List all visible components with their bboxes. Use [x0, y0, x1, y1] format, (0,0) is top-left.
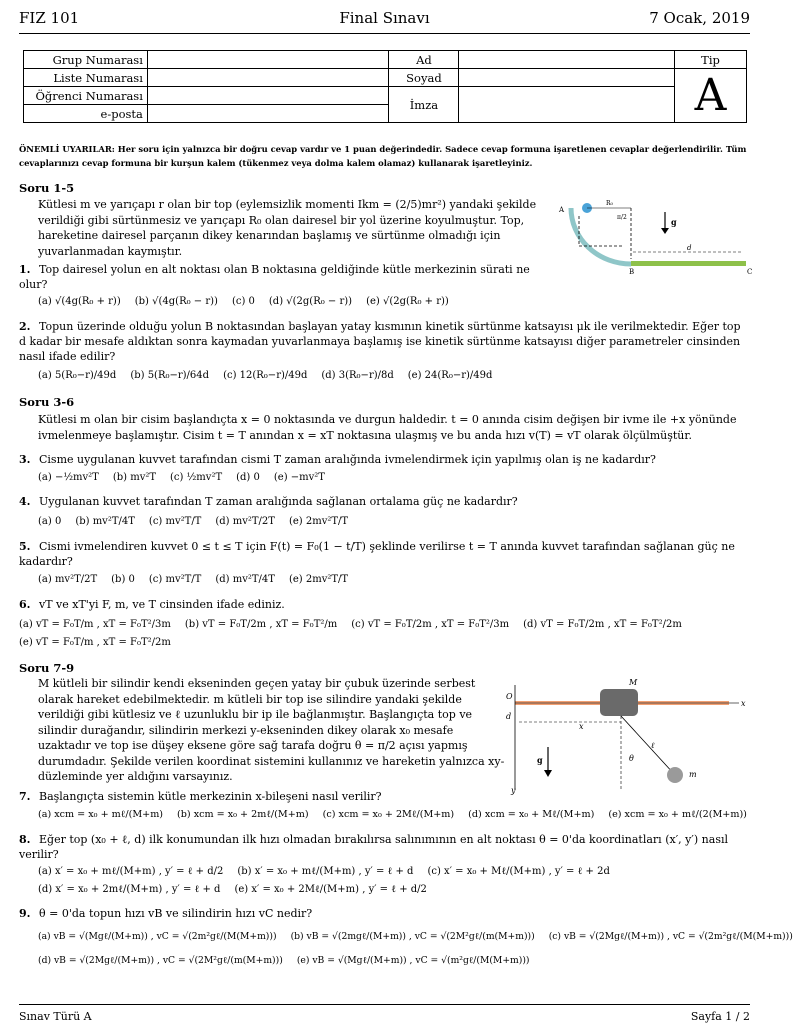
option-b[interactable]: (b) x′ = x₀ + mℓ/(M+m) , y′ = ℓ + d [237, 866, 414, 877]
fig1-label-a: A [559, 206, 565, 214]
option-b[interactable]: (b) vT = F₀T/2m , xT = F₀T²/m [184, 619, 338, 630]
track-figure [551, 194, 751, 276]
question-4 [19, 494, 750, 509]
name-field[interactable] [459, 51, 675, 69]
option-a[interactable]: (a) 0 [38, 516, 62, 527]
option-e[interactable]: (e) 2mv²T/T [288, 574, 349, 585]
name-label: Ad [389, 51, 459, 69]
fig2-label-y: y [511, 786, 516, 795]
option-a[interactable]: (a) mv²T/2T [38, 574, 98, 585]
option-b[interactable]: (b) √(4g(R₀ − r)) [134, 296, 218, 307]
option-a[interactable]: (a) vB = √(Mgℓ/(M+m)) , vC = √(2m²gℓ/(M(M+m))) [38, 931, 277, 942]
footer-rule [19, 1004, 750, 1005]
option-e[interactable]: (e) −mv²T [273, 472, 325, 483]
question-2 [19, 319, 750, 364]
question-1 [19, 262, 539, 292]
option-d[interactable]: (d) 0 [236, 472, 260, 483]
option-a[interactable]: (a) xcm = x₀ + mℓ/(M+m) [38, 809, 164, 820]
list-field[interactable] [147, 69, 389, 87]
option-b[interactable]: (b) vB = √(2mgℓ/(M+m)) , vC = √(2M²gℓ/(m(M+m))) [290, 931, 535, 942]
pendulum-figure [503, 675, 750, 795]
fig2-label-g: g [537, 755, 543, 765]
question-number: 5. [19, 540, 31, 553]
option-a[interactable]: (a) x′ = x₀ + mℓ/(M+m) , y′ = ℓ + d/2 [38, 866, 224, 877]
option-d[interactable]: (d) x′ = x₀ + 2mℓ/(M+m) , y′ = ℓ + d [38, 884, 221, 895]
surname-field[interactable] [459, 69, 675, 87]
fig1-label-c: C [747, 268, 753, 276]
question-3 [19, 452, 750, 467]
option-d[interactable]: (d) xcm = x₀ + Mℓ/(M+m) [468, 809, 595, 820]
horizontal-track [631, 261, 746, 266]
option-e[interactable]: (e) 2mv²T/T [288, 516, 349, 527]
option-e[interactable]: (e) vB = √(Mgℓ/(M+m)) , vC = √(m²gℓ/(M(M+m))) [296, 955, 530, 966]
fig1-label-g: g [671, 217, 677, 227]
email-field[interactable] [147, 105, 389, 123]
option-b[interactable]: (b) mv²T [112, 472, 157, 483]
option-d[interactable]: (d) mv²T/4T [215, 574, 275, 585]
question-7 [19, 789, 750, 804]
question-number: 4. [19, 495, 31, 508]
course-code: FIZ 101 [19, 9, 80, 27]
student-number-label: Öğrenci Numarası [24, 87, 148, 105]
question-text: Top dairesel yolun en alt noktası olan B noktasına geldiğinde kütle merkezinin sürati ne olur? [19, 263, 530, 291]
gravity-arrow-icon [544, 770, 552, 777]
question-text: Uygulanan kuvvet tarafından T zaman aralığında sağlanan ortalama güç ne kadardır? [39, 495, 518, 508]
page-footer [19, 1010, 750, 1023]
question-text: Eğer top (x₀ + ℓ, d) ilk konumundan ilk hızı olmadan bırakılırsa salınımının en alt noktası θ = 0'da koordinatları (x′, y′) nasıl verilir? [19, 833, 729, 861]
question-text: Cisme uygulanan kuvvet tarafından cismi T zaman aralığında ivmelendirmek için yapılmış olan iş ne kadardır? [39, 453, 656, 466]
q6-options-row2 [19, 635, 185, 651]
fig1-label-d: d [687, 244, 692, 252]
page-number: Sayfa 1 / 2 [690, 1010, 750, 1023]
option-e[interactable]: (e) vT = F₀T/m , xT = F₀T²/2m [19, 637, 171, 648]
signature-field[interactable] [459, 87, 675, 123]
header-rule [19, 33, 750, 34]
exam-title: Final Sınavı [339, 9, 430, 27]
email-label: e-posta [24, 105, 148, 123]
fig2-label-d: d [506, 712, 512, 721]
section-title-7-9: Soru 7-9 [19, 661, 75, 675]
option-e[interactable]: (e) x′ = x₀ + 2Mℓ/(M+m) , y′ = ℓ + d/2 [234, 884, 427, 895]
exam-type: A [675, 69, 747, 123]
section-3-intro: M kütleli bir silindir kendi ekseninden geçen yatay bir çubuk üzerinde serbest olarak hareket edebilmektedir. m kütleli bir top ise silindire yandaki şekilde verildiği gibi kütlesiz ve ℓ uzunluklu bir ip ile bağlanmıştır. Başlangıçta top ve silindir durağandır, silindirin merkezi y-ekseninden dikey olarak x₀ mesafe uzaktadır ve top ise düşey eksene göre sağ tarafa doğru θ = π/2 açısı yapmış durumdadır. Şekilde verilen koordinat sistemini kullanınız ve hareketin yalnızca xy-düzleminde yer aldığını varsayınız. [38, 677, 505, 783]
option-c[interactable]: (c) xcm = x₀ + 2Mℓ/(M+m) [322, 809, 455, 820]
question-text: vT ve xT'yi F, m, ve T cinsinden ifade ediniz. [39, 598, 285, 611]
question-text: Cismi ivmelendiren kuvvet 0 ≤ t ≤ T için F(t) = F₀(1 − t/T) şeklinde verilirse t = T anında kuvvet tarafından sağlanan güç ne kadardır? [19, 540, 735, 568]
fig2-label-l: ℓ [651, 741, 655, 750]
question-9 [19, 906, 750, 921]
student-info-table [23, 50, 747, 123]
fig2-label-m: m [689, 770, 697, 779]
option-d[interactable]: (d) √(2g(R₀ − r)) [268, 296, 353, 307]
question-number: 1. [19, 263, 31, 276]
question-number: 2. [19, 320, 31, 333]
pendulum-ball [667, 767, 683, 783]
option-d[interactable]: (d) vT = F₀T/2m , xT = F₀T²/2m [523, 619, 682, 630]
exam-date: 7 Ocak, 2019 [649, 9, 750, 27]
question-number: 9. [19, 907, 31, 920]
question-number: 7. [19, 790, 31, 803]
question-6 [19, 597, 750, 612]
q6-options-row1 [19, 617, 696, 633]
question-text: Topun üzerinde olduğu yolun B noktasından başlayan yatay kısmının kinetik sürtünme katsayısı μk ile verilmektedir. Eğer top d kadar bir mesafe aldıktan sonra kaymadan yuvarlanmaya başlamış ise kinetik sürtünme katsayısı diğer parametreler cinsinden nasıl ifade edilir? [19, 320, 741, 363]
fig2-label-theta: θ [629, 754, 634, 763]
option-c[interactable]: (c) mv²T/T [148, 516, 202, 527]
q1-options [38, 294, 463, 310]
fig2-label-O: O [506, 692, 513, 701]
fig1-label-angle: π/2 [617, 214, 627, 221]
section-1-intro: Kütlesi m ve yarıçapı r olan bir top (eylemsizlik momenti Ikm = (2/5)mr²) yandaki şekilde verildiği gibi sürtünmesiz ve yarıçapı R₀ olan dairesel bir yol üzerine koyulmuştur. Top, hareketine dairesel parçanın dikey kenarından başlamış ve sürtünme olmadığı için yuvarlanmadan kaymıştır. [38, 198, 537, 258]
option-d[interactable]: (d) 3(R₀−r)/8d [321, 370, 394, 381]
option-b[interactable]: (b) 0 [111, 574, 135, 585]
option-e[interactable]: (e) √(2g(R₀ + r)) [366, 296, 449, 307]
q7-options [38, 807, 761, 823]
option-c[interactable]: (c) x′ = x₀ + Mℓ/(M+m) , y′ = ℓ + 2d [427, 866, 610, 877]
list-label: Liste Numarası [24, 69, 148, 87]
option-c[interactable]: (c) 12(R₀−r)/49d [223, 370, 308, 381]
q9-options-row2 [38, 953, 544, 969]
page-header [19, 9, 750, 31]
question-5 [19, 539, 750, 569]
section-2-intro: Kütlesi m olan bir cisim başlandıçta x = 0 noktasında ve durgun haldedir. t = 0 anında cisim değişen bir ivme ile +x yönünde ivmelenmeye başlamıştır. Cisim t = T anından x = xT noktasına ulaşmış ve bu anda hızı v(T) = vT olarak ölçülmüştür. [38, 413, 737, 442]
option-c[interactable]: (c) ½mv²T [170, 472, 223, 483]
section-title-1-5: Soru 1-5 [19, 181, 75, 195]
group-label: Grup Numarası [24, 51, 148, 69]
exam-page [19, 0, 793, 1024]
q8-options-row1 [38, 864, 624, 880]
option-b[interactable]: (b) mv²T/4T [75, 516, 135, 527]
important-warnings: ÖNEMLİ UYARILAR: Her soru için yalnızca bir doğru cevap vardır ve 1 puan değerindedir. Sadece cevap formuna işaretlenen cevaplar değerlendirilir. Tüm cevaplarınızı cevap formuna bir kurşun kalem (tükenmez veya dolma kalem olamaz) kullanarak işaretleyiniz. [19, 144, 747, 168]
option-e[interactable]: (e) xcm = x₀ + mℓ/(2(M+m)) [608, 809, 747, 820]
type-label: Tip [675, 51, 747, 69]
q4-options [38, 514, 362, 530]
q3-options [38, 470, 339, 486]
surname-label: Soyad [389, 69, 459, 87]
question-text: θ = 0'da topun hızı vB ve silindirin hızı vC nedir? [39, 907, 313, 920]
option-a[interactable]: (a) vT = F₀T/m , xT = F₀T²/3m [19, 619, 171, 630]
option-a[interactable]: (a) √(4g(R₀ + r)) [38, 296, 121, 307]
q9-options-row1 [38, 929, 807, 945]
question-text: Başlangıçta sistemin kütle merkezinin x-bileşeni nasıl verilir? [39, 790, 382, 803]
q2-options [38, 368, 506, 384]
exam-type-footer: Sınav Türü A [19, 1010, 92, 1023]
option-d[interactable]: (d) vB = √(2Mgℓ/(M+m)) , vC = √(2M²gℓ/(m(M+m))) [38, 955, 283, 966]
option-c[interactable]: (c) vT = F₀T/2m , xT = F₀T²/3m [351, 619, 510, 630]
option-c[interactable]: (c) mv²T/T [148, 574, 202, 585]
option-a[interactable]: (a) −½mv²T [38, 472, 99, 483]
q5-options [38, 572, 362, 588]
option-c[interactable]: (c) 0 [231, 296, 255, 307]
section-title-3-6: Soru 3-6 [19, 395, 75, 409]
fig2-label-M: M [629, 678, 638, 687]
option-c[interactable]: (c) vB = √(2Mgℓ/(M+m)) , vC = √(2m²gℓ/(M(M+m))) [548, 931, 793, 942]
gravity-arrow-icon [661, 228, 669, 234]
fig2-label-x-axis: x [741, 699, 746, 708]
cylinder [600, 689, 638, 716]
question-8 [19, 832, 750, 862]
question-number: 6. [19, 598, 31, 611]
fig1-label-r0: R₀ [606, 200, 613, 207]
q8-options-row2 [38, 882, 441, 898]
question-number: 8. [19, 833, 31, 846]
student-number-field[interactable] [147, 87, 389, 105]
signature-label: İmza [389, 87, 459, 123]
group-field[interactable] [147, 51, 389, 69]
option-b[interactable]: (b) 5(R₀−r)/64d [130, 370, 210, 381]
option-a[interactable]: (a) 5(R₀−r)/49d [38, 370, 117, 381]
option-d[interactable]: (d) mv²T/2T [215, 516, 275, 527]
option-b[interactable]: (b) xcm = x₀ + 2mℓ/(M+m) [177, 809, 309, 820]
question-number: 3. [19, 453, 31, 466]
fig1-label-b: B [629, 268, 635, 276]
option-e[interactable]: (e) 24(R₀−r)/49d [407, 370, 493, 381]
fig2-label-x: x [579, 722, 584, 731]
